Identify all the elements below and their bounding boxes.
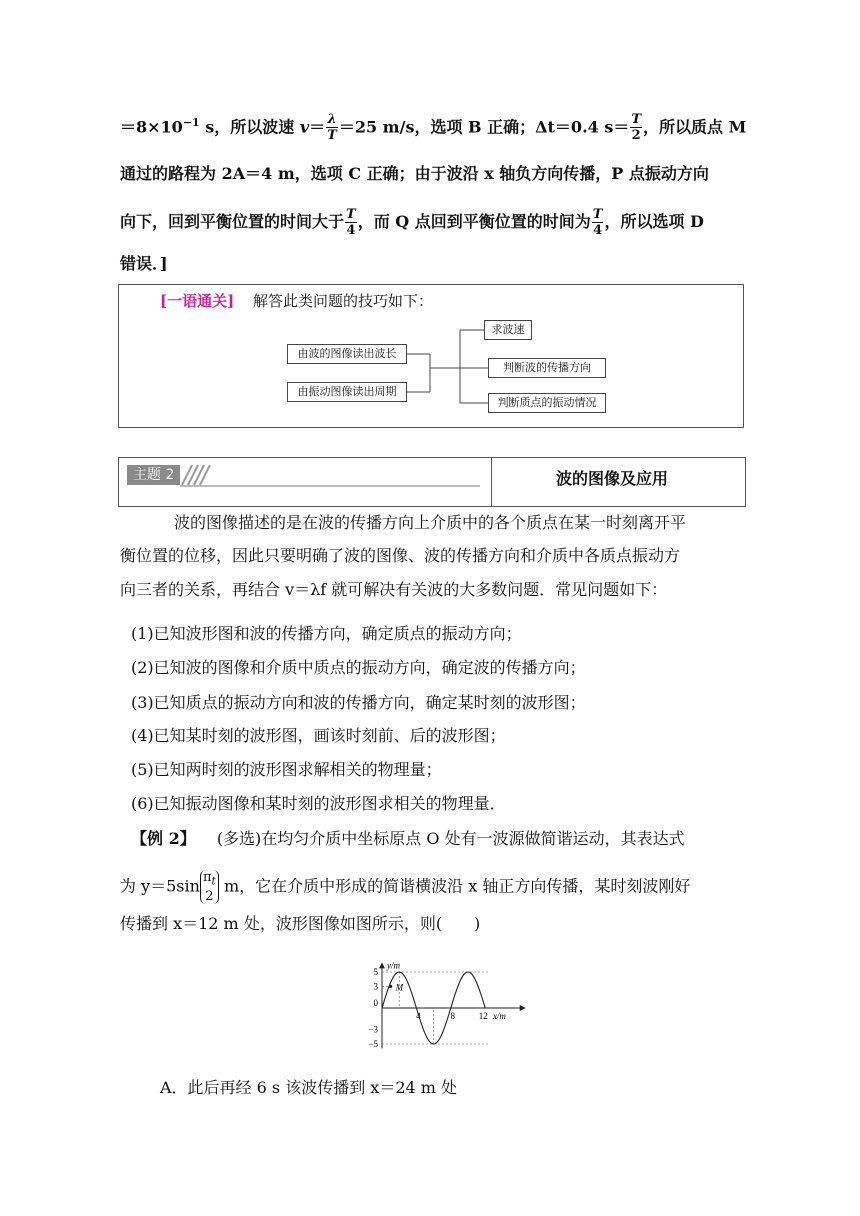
frac-den: 2	[205, 888, 214, 904]
body-para-line-2: 衡位置的位移，因此只要明确了波的图像、波的传播方向和介质中各质点振动方	[120, 546, 681, 565]
example-text: 为 y＝5sin	[120, 876, 200, 896]
list-item: (1)已知波形图和波的传播方向，确定质点的振动方向；	[131, 624, 522, 643]
intro-text: ＝	[309, 117, 326, 137]
flow-box-wave-speed: 求波速	[484, 320, 532, 340]
example-tag: 【例 2】	[131, 829, 196, 848]
flow-box-propagation-direction: 判断波的传播方向	[488, 358, 606, 378]
list-item: (6)已知振动图像和某时刻的波形图求相关的物理量．	[131, 794, 506, 813]
point-m-label: M	[395, 982, 404, 993]
frac-den: 4	[593, 223, 603, 238]
y-axis-label: y/m	[387, 960, 400, 971]
option-a: A．此后再经 6 s 该波传播到 x＝24 m 处	[160, 1078, 458, 1097]
intro-text: s，所以波速	[199, 117, 300, 137]
frac-den: 2	[631, 128, 641, 144]
exponent: −1	[182, 116, 200, 129]
intro-text: ＝25 m/s，选项 B 正确；Δt＝0.4 s＝	[338, 117, 630, 137]
x-tick-label: 12	[478, 1011, 488, 1021]
expression-parenthesis	[200, 870, 219, 904]
point-m	[389, 985, 392, 988]
list-item: (5)已知两时刻的波形图求解相关的物理量；	[131, 760, 442, 779]
flow-box-vibration: 判断质点的振动情况	[488, 393, 606, 413]
x-tick-label: 4	[416, 1011, 421, 1021]
var-v: v	[299, 117, 310, 137]
y-tick-label: 3	[373, 981, 378, 992]
wave-graph	[355, 942, 535, 1062]
intro-text: ＝8×10	[120, 117, 183, 137]
x-tick-label: 8	[450, 1011, 456, 1021]
frac-num: T	[346, 207, 356, 222]
frac-num: λ	[327, 112, 337, 128]
example-line-3: 传播到 x＝12 m 处，波形图像如图所示，则( )	[120, 914, 481, 933]
frac-num: π	[202, 870, 212, 885]
y-axis-arrow	[379, 962, 385, 968]
frac-num: T	[631, 112, 642, 128]
flow-box-wavelength: 由波的图像读出波长	[287, 344, 407, 364]
intro-line-4: 错误．]	[120, 254, 168, 273]
body-para-line-1: 波的图像描述的是在波的传播方向上介质中的各个质点在某一时刻离开平	[174, 513, 687, 532]
intro-line-2: 通过的路程为 2A＝4 m，选项 C 正确；由于波沿 x 轴负方向传播，P 点振动方向	[120, 164, 709, 183]
intro-text: ，而 Q 点回到平衡位置的时间为	[357, 212, 591, 231]
intro-text: ，所以选项 D	[604, 212, 704, 231]
tip-tag: [一语通关]	[160, 292, 235, 310]
list-item: (3)已知质点的振动方向和波的传播方向，确定某时刻的波形图；	[131, 693, 586, 712]
y-tick-label: 5	[373, 967, 378, 977]
tip-text: 解答此类问题的技巧如下：	[252, 292, 433, 310]
flow-box-period: 由振动图像读出周期	[287, 382, 407, 402]
topic-label: 主题 2	[127, 465, 180, 485]
example-line-1	[131, 828, 685, 850]
example-text: (多选)在均匀介质中坐标原点 O 处有一波源做简谐运动，其表达式	[216, 829, 685, 848]
y-tick-label: −5	[368, 1039, 378, 1049]
body-para-line-3: 向三者的关系，再结合 v＝λf 就可解决有关波的大多数问题．常见问题如下：	[120, 580, 668, 599]
list-item: (2)已知波的图像和介质中质点的振动方向，确定波的传播方向；	[131, 658, 586, 677]
intro-text: 向下，回到平衡位置的时间大于	[120, 212, 345, 231]
frac-num: T	[592, 207, 603, 222]
y-tick-label: −3	[368, 1024, 378, 1035]
example-line-2	[120, 870, 690, 904]
intro-text: ，所以质点 M	[643, 117, 747, 137]
list-item: (4)已知某时刻的波形图，画该时刻前、后的波形图；	[131, 726, 506, 745]
topic-stripes-icon	[180, 465, 480, 489]
frac-den: T	[327, 128, 337, 144]
example-text: m，它在介质中形成的简谐横波沿 x 轴正方向传播，某时刻波刚好	[218, 876, 691, 896]
topic-title: 波的图像及应用	[556, 469, 669, 488]
y-tick-label: 0	[373, 998, 378, 1008]
topic-divider	[491, 457, 492, 506]
x-axis-label: x/m	[492, 1011, 506, 1021]
frac-den: 4	[346, 223, 356, 238]
x-axis-arrow	[520, 1005, 526, 1011]
var-t: t	[211, 874, 216, 888]
